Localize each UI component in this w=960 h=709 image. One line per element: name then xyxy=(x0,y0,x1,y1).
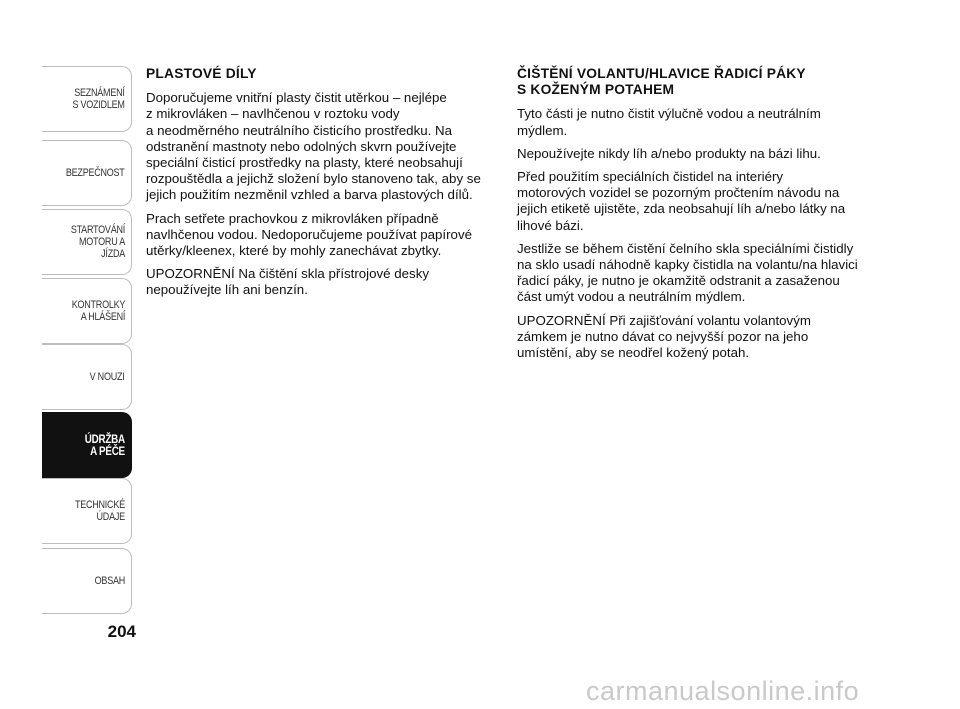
tab-label: BEZPEČNOST xyxy=(66,167,125,179)
section-heading-plastove-dily: PLASTOVÉ DÍLY xyxy=(146,66,257,81)
tab-label: TECHNICKÉ ÚDAJE xyxy=(75,499,125,523)
tab-v-nouzi[interactable] xyxy=(42,344,132,410)
tab-technicke-udaje[interactable] xyxy=(42,478,132,544)
tab-seznameni[interactable] xyxy=(42,66,132,132)
tab-label: SEZNÁMENÍ S VOZIDLEM xyxy=(72,87,125,111)
tab-obsah[interactable] xyxy=(42,548,132,614)
paragraph: Nepoužívejte nikdy líh a/nebo produkty na bázi lihu. xyxy=(517,145,821,161)
tab-label: KONTROLKY A HLÁŠENÍ xyxy=(71,299,125,323)
tab-udrzba[interactable] xyxy=(42,412,132,478)
section-heading-cisteni-volantu: ČIŠTĚNÍ VOLANTU/HLAVICE ŘADICÍ PÁKY S KOŽENÝM POTAHEM xyxy=(517,66,806,98)
page-number: 204 xyxy=(107,622,136,641)
tab-label: STARTOVÁNÍ MOTORU A JÍZDA xyxy=(70,224,125,260)
watermark: carmanualsonline.info xyxy=(586,676,860,706)
tab-label: OBSAH xyxy=(94,575,125,587)
tab-bezpecnost[interactable] xyxy=(42,140,132,206)
tab-label: V NOUZI xyxy=(90,371,125,383)
tab-startovani[interactable] xyxy=(42,209,132,275)
paragraph: Před použitím speciálních čistidel na interiéry motorových vozidel se pozorným pročtením návodu na jejich etiketě ujistěte, zda neobsahují líh a/nebo látky na lihové bázi. xyxy=(517,169,846,233)
left-column xyxy=(146,66,500,306)
tab-kontrolky[interactable] xyxy=(42,278,132,344)
tab-label: ÚDRŽBA A PÉČE xyxy=(84,432,125,458)
paragraph: Tyto části je nutno čistit výlučně vodou a neutrálním mýdlem. xyxy=(517,106,821,138)
right-column xyxy=(517,66,879,368)
paragraph: Prach setřete prachovkou z mikrovláken případně navlhčenou vodou. Nedoporučujeme používat papírové utěrky/kleenex, které by mohly zanechávat zbytky. xyxy=(146,210,472,259)
warning-paragraph: UPOZORNĚNÍ Na čištění skla přístrojové desky nepoužívejte líh ani benzín. xyxy=(146,266,430,298)
paragraph: Doporučujeme vnitřní plasty čistit utěrkou – nejlépe z mikrovláken – navlhčenou v roztoku vody a neodměrného neutrálního čisticího prostředku. Na odstranění mastnoty nebo odolných skvrn používejte speciální čisticí prostředky na plasty, které neobsahují rozpouštědla a jejichž složení bylo stanoveno tak, aby se jejich použitím nezměnil vzhled a barva plastových dílů. xyxy=(146,90,481,203)
warning-paragraph: UPOZORNĚNÍ Při zajišťování volantu volantovým zámkem je nutno dávat co nejvyšší pozor na jeho umístění, aby se neodřel kožený potah. xyxy=(517,312,811,361)
paragraph: Jestliže se během čistění čelního skla speciálními čistidly na sklo usadí náhodně kapky čistidla na volantu/na hlavici řadicí páky, je nutno je okamžitě odstranit a zasaženou část umýt vodou a neutrálním mýdlem. xyxy=(517,240,858,305)
